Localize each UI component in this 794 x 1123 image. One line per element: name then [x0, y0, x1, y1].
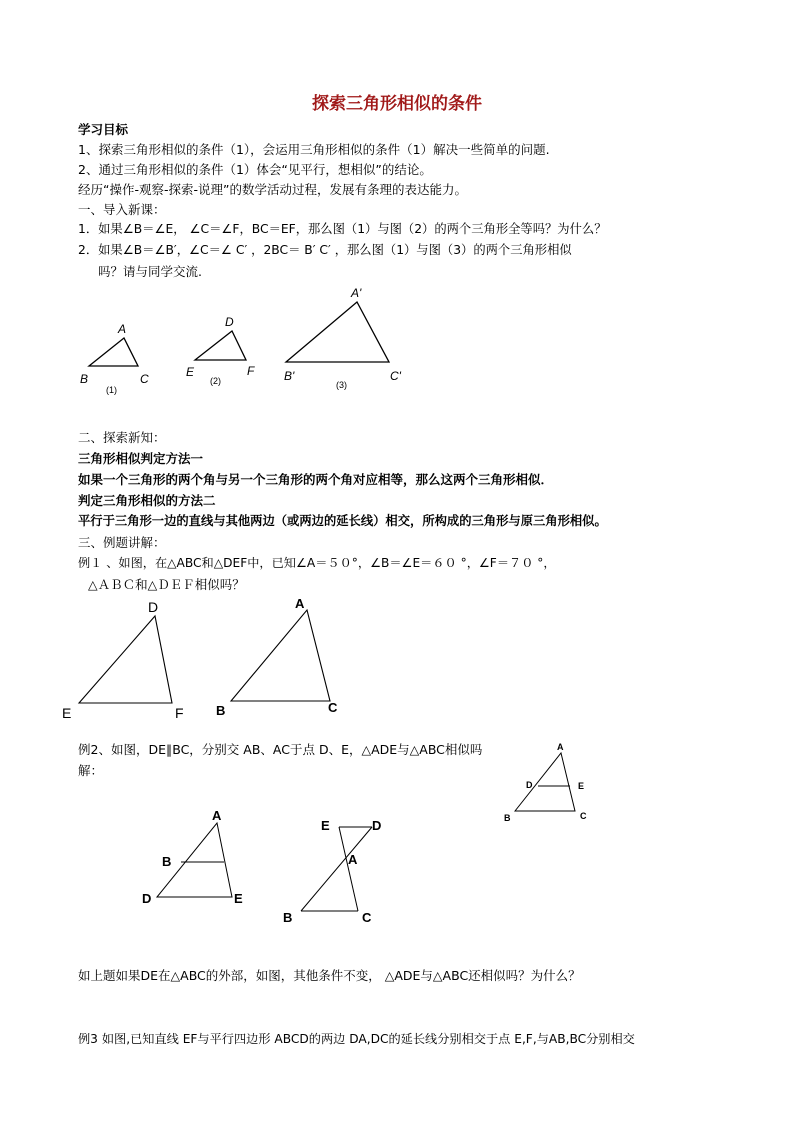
ex2-small-label-a: A: [557, 742, 564, 752]
ex1-abc-label-c: C: [328, 700, 338, 715]
intro-question-2-cont: 吗？请与同学交流.: [98, 264, 202, 279]
fig3-label-b: B': [284, 369, 295, 383]
intro-question-1: 1．如果∠B＝∠E， ∠C＝∠F，BC＝EF，那么图（1）与图（2）的两个三角形全等吗？为什么？: [78, 222, 607, 236]
ex2-left-label-a: A: [212, 808, 222, 823]
ex2-hourglass-label-a: A: [348, 852, 358, 867]
example-2-line-1: 例2、如图，DE∥BC，分别交 AB、AC于点 D、E，△ADE与△ABC相似吗: [78, 742, 483, 757]
triangle-abc-3: [286, 302, 389, 362]
fig1-caption: (1): [106, 385, 117, 395]
triangle-abc-1: [89, 338, 138, 366]
fig3-label-c: C': [390, 369, 401, 383]
ex2-left-label-e: E: [234, 891, 243, 906]
goal-item-2: 2、通过三角形相似的条件（1）体会“见平行，想相似”的结论。: [78, 162, 432, 177]
ex2-left-label-b: B: [162, 854, 172, 869]
fig2-label-d: D: [225, 315, 234, 329]
fig3-label-a: A': [351, 286, 362, 300]
intro-figure-3: [286, 302, 389, 362]
ex2-small-label-c: C: [580, 811, 587, 821]
ex2-hourglass-label-e: E: [321, 818, 330, 833]
fig1-label-b: B: [80, 372, 89, 386]
ex1-abc-label-b: B: [216, 703, 226, 718]
goal-item-1: 1、探索三角形相似的条件（1），会运用三角形相似的条件（1）解决一些简单的问题.: [78, 142, 550, 157]
ex2-hourglass-label-d: D: [372, 818, 382, 833]
ex2-left-label-d: D: [142, 891, 152, 906]
goal-item-3: 经历“操作-观察-探索-说理”的数学活动过程，发展有条理的表达能力。: [78, 182, 467, 197]
example-1-triangle-def: [79, 616, 172, 703]
method-1-text: 如果一个三角形的两个角与另一个三角形的两个角对应相等，那么这两个三角形相似．: [78, 472, 554, 487]
fig3-caption: (3): [336, 380, 347, 390]
method-2-title: 判定三角形相似的方法二: [78, 493, 216, 508]
ex2-small-label-e: E: [578, 781, 585, 791]
example-3-line-1: 例3 如图,已知直线 EF与平行四边形 ABCD的两边 DA,DC的延长线分别相交于点 E,F,与AB,BC分别相交: [78, 1032, 635, 1046]
example-1-line-1: 例１ 、如图，在△ABC和△DEF中，已知∠A＝５０°，∠B＝∠E＝６０ °，∠F＝７０ °，: [78, 556, 556, 570]
ex1-def-label-d: D: [148, 599, 159, 615]
example-1-line-2: △ＡＢＣ和△ＤＥＦ相似吗？: [88, 577, 245, 592]
method-1-title: 三角形相似判定方法一: [78, 451, 204, 466]
ex2-hourglass-label-b: B: [283, 910, 293, 925]
example-2-small-figure: [515, 753, 575, 811]
fig1-label-a: A: [118, 322, 127, 336]
ex1-def-label-e: E: [62, 705, 72, 721]
method-2-text: 平行于三角形一边的直线与其他两边（或两边的延长线）相交，所构成的三角形与原三角形相似。: [78, 514, 607, 528]
fig2-label-f: F: [247, 364, 255, 378]
ex1-abc-label-a: A: [295, 596, 305, 611]
triangle-def-2: [195, 331, 246, 360]
examples-heading: 三、例题讲解：: [78, 535, 166, 550]
fig2-label-e: E: [186, 365, 195, 379]
ex1-def-label-f: F: [175, 705, 184, 721]
page-title: 探索三角形相似的条件: [312, 94, 482, 114]
intro-figure-1: [89, 338, 138, 366]
ex2-small-label-d: D: [526, 780, 533, 790]
fig1-label-c: C: [140, 372, 149, 386]
ex2-small-label-b: B: [504, 813, 511, 823]
example-1-triangle-abc: [231, 610, 330, 701]
ex2-hourglass-label-c: C: [362, 910, 372, 925]
example-2-followup: 如上题如果DE在△ABC的外部，如图，其他条件不变， △ADE与△ABC还相似吗？为什么？: [78, 968, 581, 983]
explore-heading: 二、探索新知：: [78, 430, 166, 445]
example-2-hourglass-figure: [301, 827, 372, 911]
goals-heading: 学习目标: [78, 122, 129, 137]
fig2-caption: (2): [210, 376, 221, 386]
intro-figure-2: [195, 331, 246, 360]
example-2-line-2: 解：: [78, 763, 104, 778]
intro-heading: 一、导入新课：: [78, 202, 166, 217]
intro-question-2: 2．如果∠B＝∠B′，∠C＝∠ C′ ，2BC＝ B′ C′ ，那么图（1）与图（3）的两个三角形相似: [78, 243, 572, 257]
